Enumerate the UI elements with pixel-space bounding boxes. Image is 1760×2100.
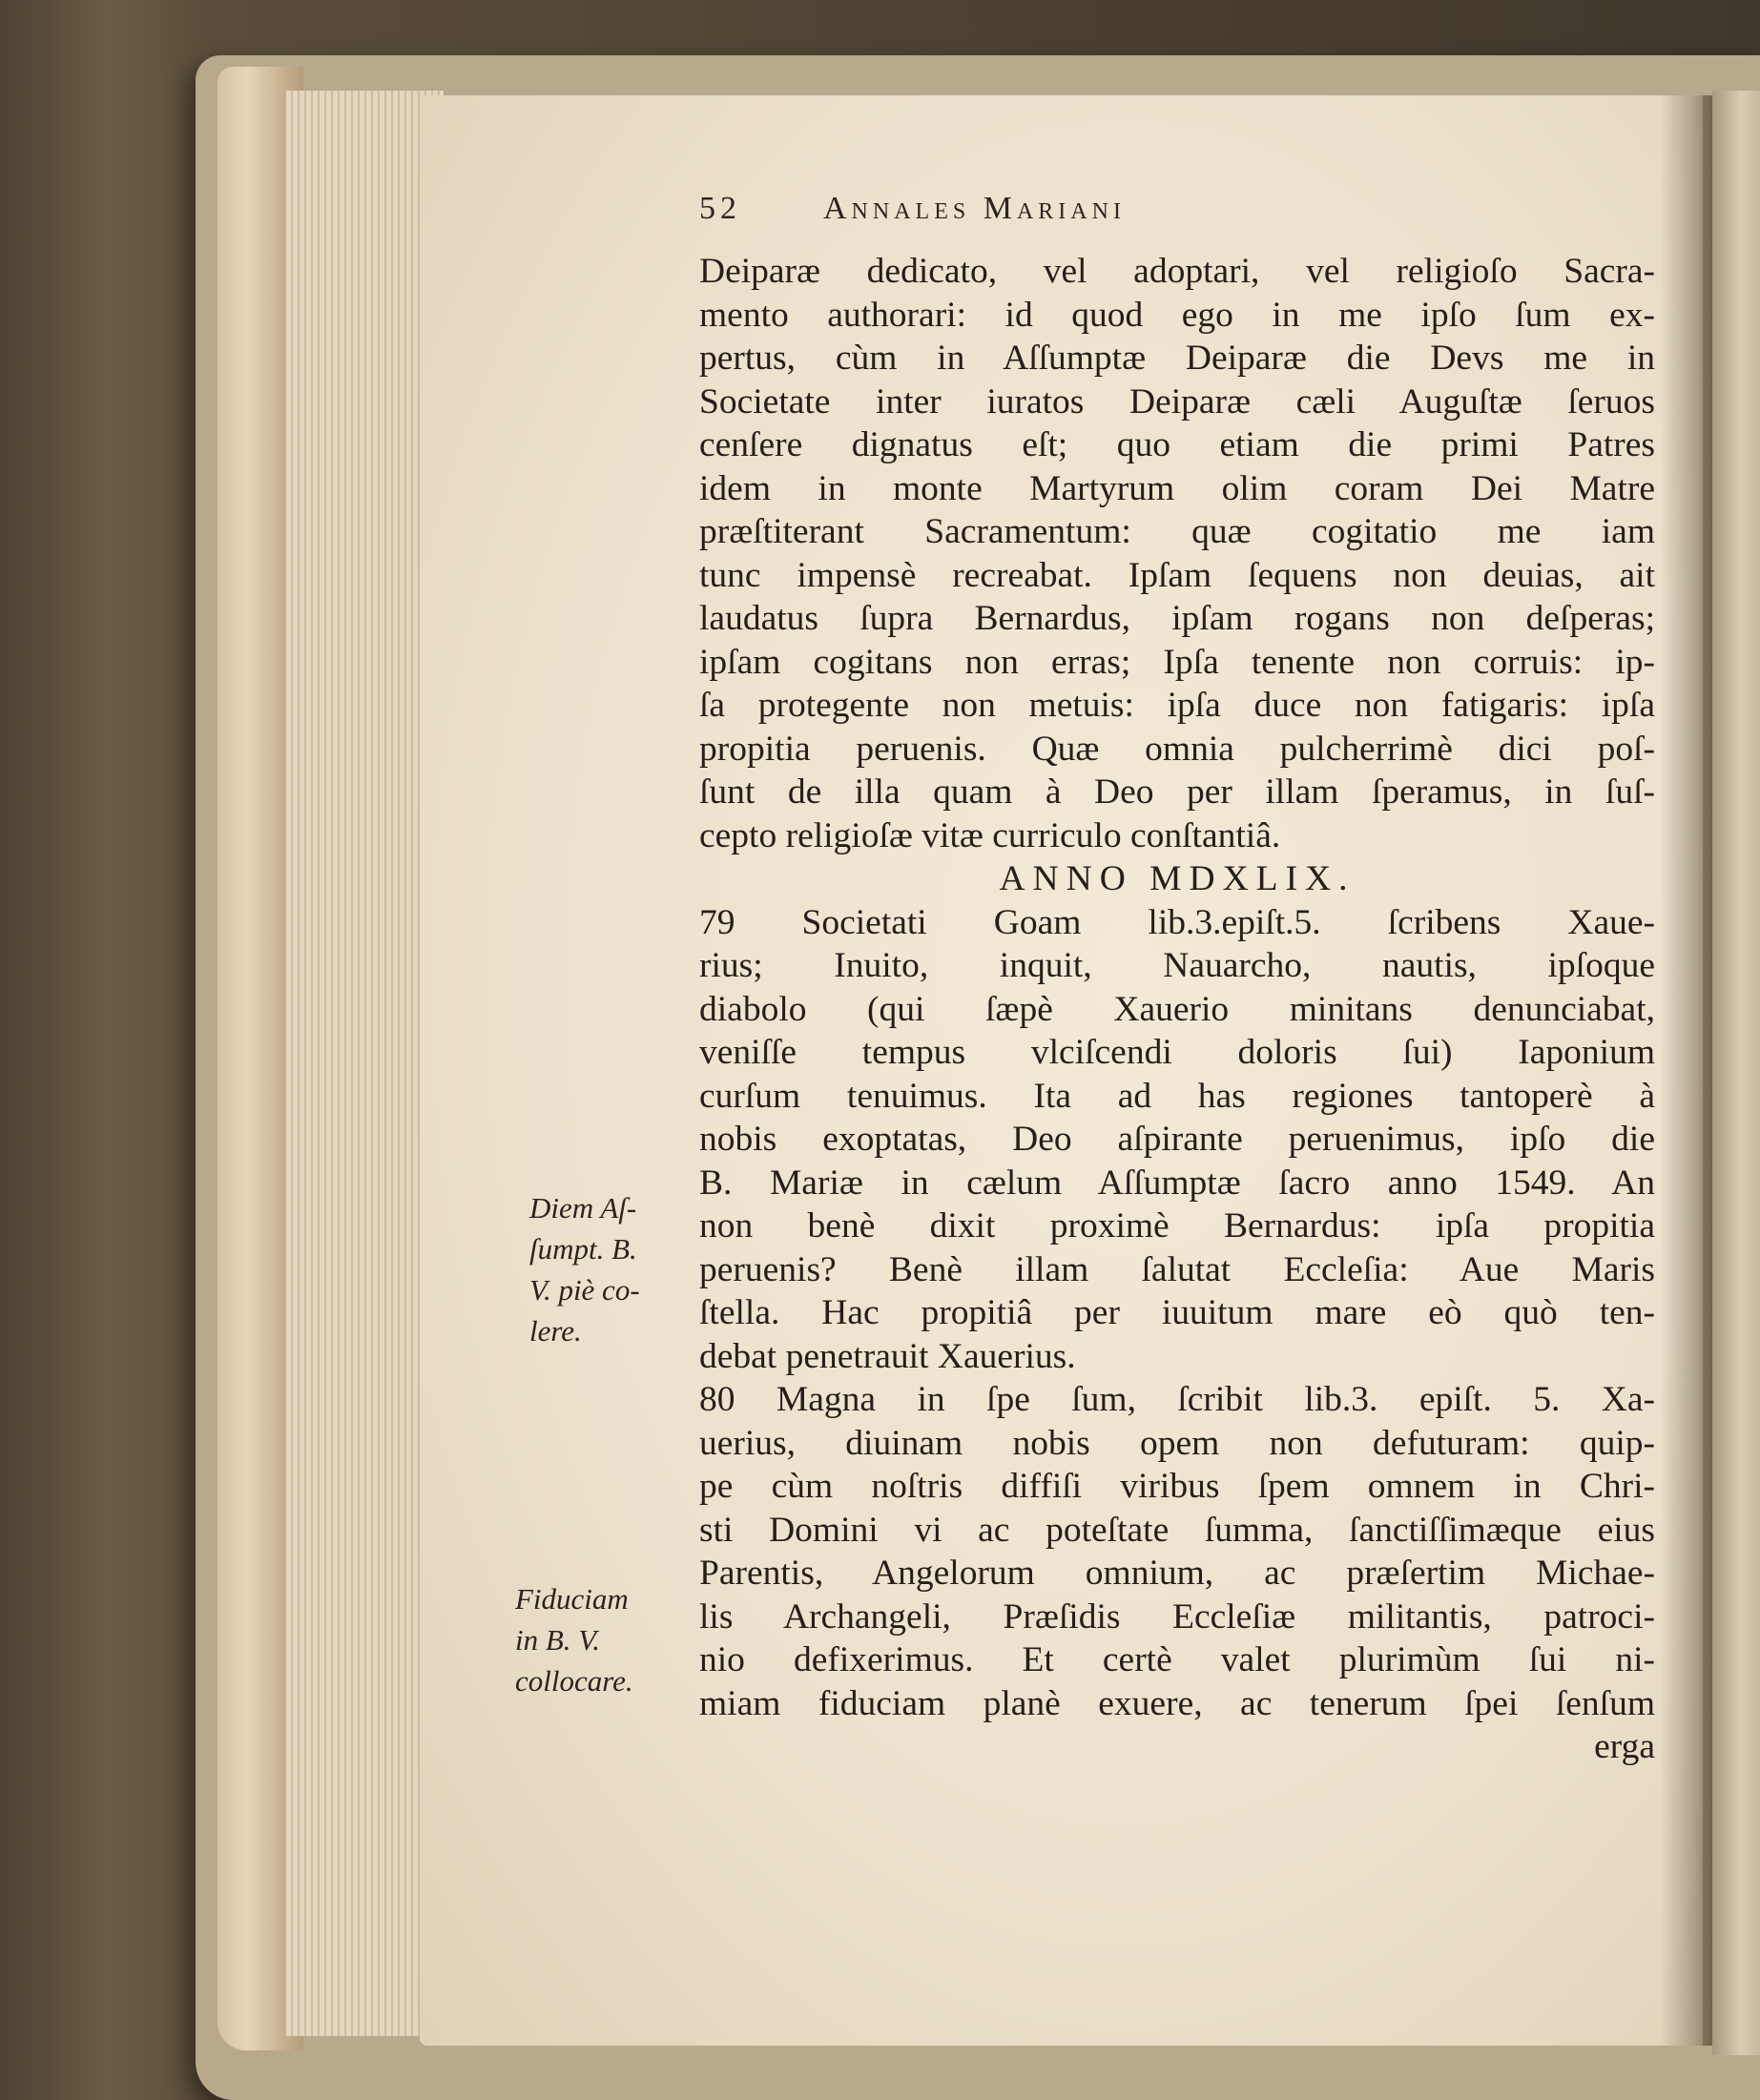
text-line: rius; Inuito, inquit, Nauarcho, nautis, ipſoque bbox=[699, 946, 1655, 985]
text-line: cepto religioſæ vitæ curriculo conſtantiâ. bbox=[699, 815, 1281, 855]
text-line: propitia peruenis. Quæ omnia pulcherrimè dici poſ- bbox=[699, 729, 1655, 769]
text-line: pe cùm noſtris diffiſi viribus ſpem omnem in Chri- bbox=[699, 1467, 1655, 1506]
catchword: erga bbox=[1594, 1727, 1655, 1766]
margin-note-line: collocare. bbox=[515, 1664, 633, 1698]
text-line: cenſere dignatus eſt; quo etiam die primi Patres bbox=[699, 425, 1655, 464]
running-title: Annales Mariani bbox=[823, 191, 1126, 226]
text-line: 79 Societati Goam lib.3.epiſt.5. ſcribens Xaue- bbox=[699, 902, 1655, 942]
text-line: Parentis, Angelorum omnium, ac præſertim Michae- bbox=[699, 1554, 1655, 1593]
text-line: ſunt de illa quam à Deo per illam ſperamus, in ſuſ- bbox=[699, 772, 1655, 812]
text-line: mento authorari: id quod ego in me ipſo ſum ex- bbox=[699, 295, 1655, 335]
text-line: ſa protegente non metuis: ipſa duce non fatigaris: ipſa bbox=[699, 686, 1655, 725]
text-line: tunc impensè recreabat. Ipſam ſequens non deuias, ait bbox=[699, 555, 1655, 595]
text-line: Deiparæ dedicato, vel adoptari, vel religioſo Sacra- bbox=[699, 252, 1655, 291]
text-line: sti Domini vi ac poteſtate ſumma, ſanctiſſimæque eius bbox=[699, 1510, 1655, 1550]
margin-note-line: Diem Aſ- bbox=[529, 1191, 637, 1225]
text-line: miam fiduciam planè exuere, ac tenerum ſpei ſenſum bbox=[699, 1683, 1655, 1723]
text-line: laudatus ſupra Bernardus, ipſam rogans non deſperas; bbox=[699, 599, 1655, 638]
margin-note-line: in B. V. bbox=[515, 1623, 600, 1657]
text-line: B. Mariæ in cælum Aſſumptæ ſacro anno 1549. An bbox=[699, 1163, 1655, 1203]
text-line: 80 Magna in ſpe ſum, ſcribit lib.3. epiſt. 5. Xa- bbox=[699, 1380, 1655, 1419]
facing-page-edge bbox=[1712, 91, 1760, 2055]
year-heading: ANNO MDXLIX. bbox=[999, 859, 1356, 898]
margin-note-line: lere. bbox=[529, 1314, 582, 1348]
text-line: pertus, cùm in Aſſumptæ Deiparæ die Devs me in bbox=[699, 339, 1655, 378]
page-number: 52 bbox=[699, 191, 741, 226]
text-line: diabolo (qui ſæpè Xauerio minitans denunciabat, bbox=[699, 989, 1655, 1029]
running-head bbox=[699, 191, 1443, 238]
text-line: ipſam cogitans non erras; Ipſa tenente non corruis: ip- bbox=[699, 642, 1655, 682]
margin-note-line: ſumpt. B. bbox=[529, 1232, 637, 1266]
margin-note-assumption bbox=[529, 1187, 692, 1351]
margin-note-line: V. piè co- bbox=[529, 1273, 640, 1307]
text-line: præſtiterant Sacramentum: quæ cogitatio me iam bbox=[699, 512, 1655, 551]
text-line: curſum tenuimus. Ita ad has regiones tantoperè à bbox=[699, 1076, 1655, 1116]
text-line: Societate inter iuratos Deiparæ cæli Auguſtæ ſeruos bbox=[699, 381, 1655, 422]
margin-note-fiduciam bbox=[515, 1578, 677, 1701]
margin-note-line: Fiduciam bbox=[515, 1582, 629, 1616]
text-line: peruenis? Benè illam ſalutat Eccleſia: Aue Maris bbox=[699, 1249, 1655, 1289]
text-line: veniſſe tempus vlciſcendi doloris ſui) Iaponium bbox=[699, 1033, 1655, 1072]
text-line: nio defixerimus. Et certè valet plurimùm ſui ni- bbox=[699, 1640, 1655, 1679]
text-line: debat penetrauit Xauerius. bbox=[699, 1336, 1076, 1376]
text-line: nobis exoptatas, Deo aſpirante peruenimus, ipſo die bbox=[699, 1120, 1655, 1159]
text-line: non benè dixit proximè Bernardus: ipſa propitia bbox=[699, 1206, 1655, 1246]
text-line: ſtella. Hac propitiâ per iuuitum mare eò quò ten- bbox=[699, 1293, 1655, 1332]
body-text bbox=[699, 250, 1655, 1769]
text-line: idem in monte Martyrum olim coram Dei Matre bbox=[699, 468, 1655, 508]
text-line: lis Archangeli, Præſidis Eccleſiæ militantis, patroci- bbox=[699, 1596, 1655, 1637]
text-line: uerius, diuinam nobis opem non defuturam: quip- bbox=[699, 1423, 1655, 1463]
